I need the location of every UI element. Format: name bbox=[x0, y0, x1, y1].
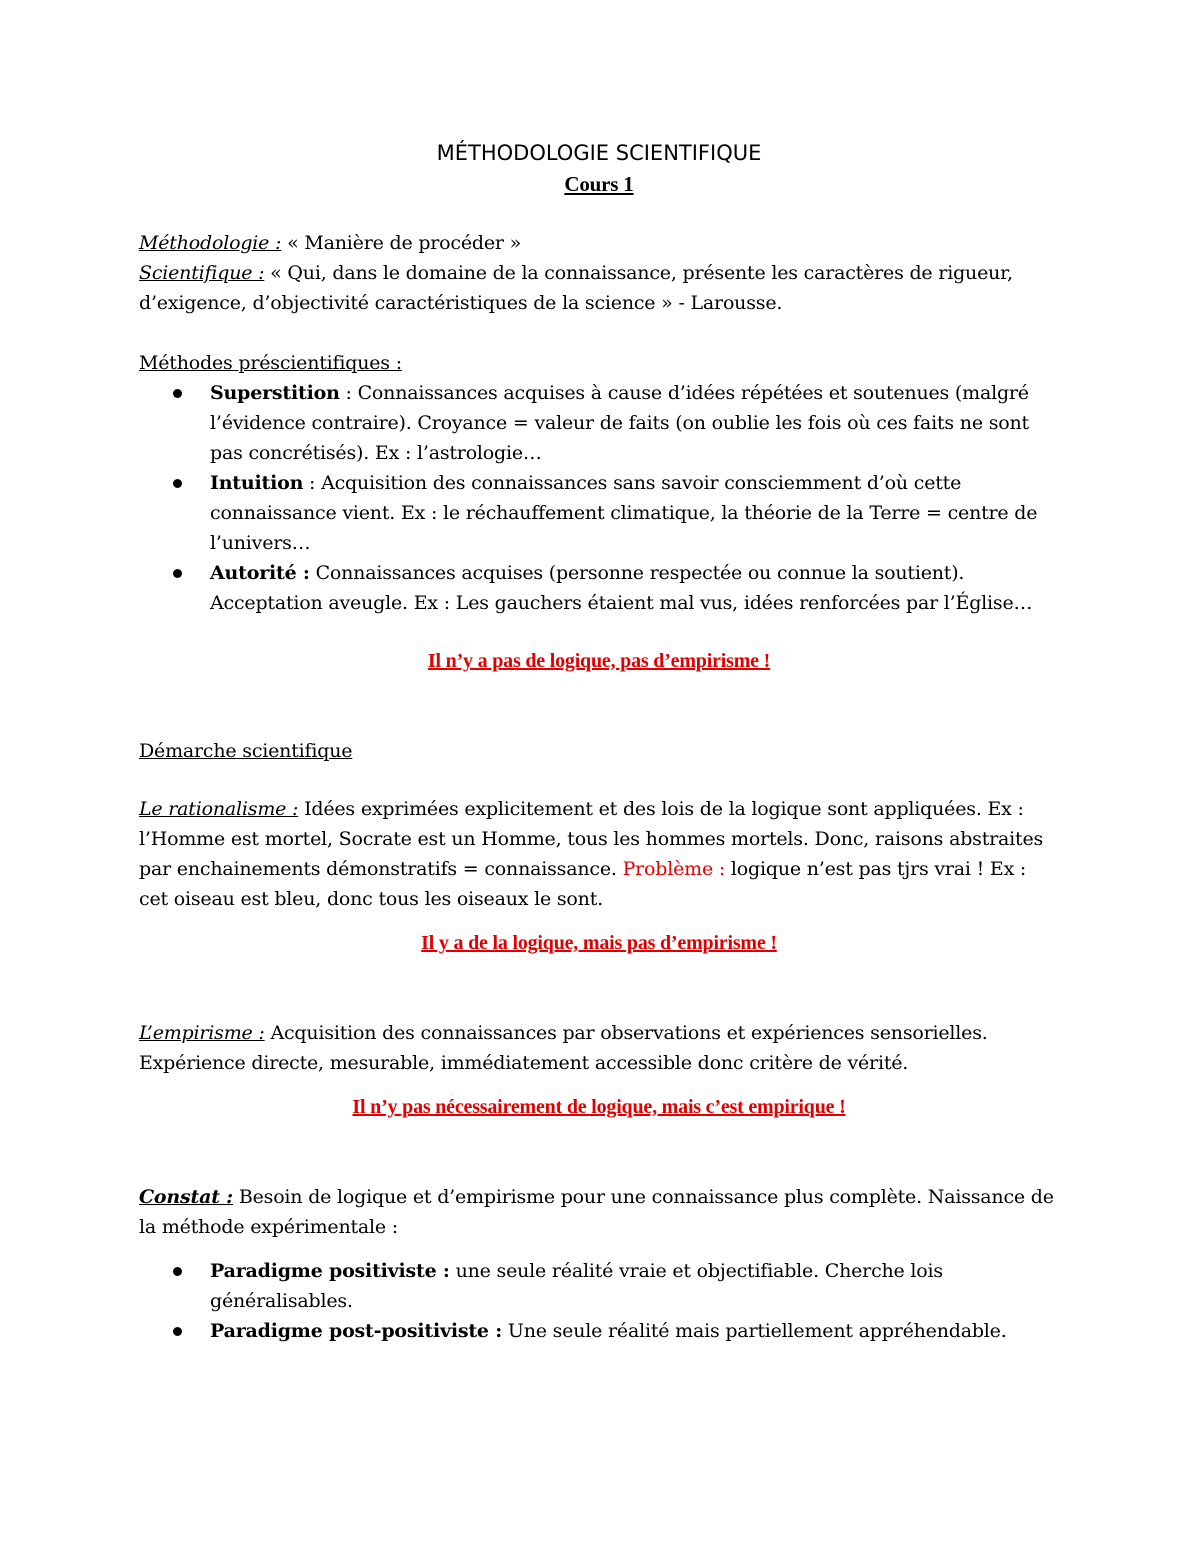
section-heading-scientific: Démarche scientifique bbox=[139, 740, 353, 762]
list-item bbox=[139, 468, 1059, 558]
list-item-term: Autorité : bbox=[210, 562, 310, 584]
definition-term: Scientifique : bbox=[139, 262, 265, 284]
list-item-term: Intuition bbox=[210, 472, 304, 494]
list-item bbox=[139, 378, 1059, 468]
definition-term: Méthodologie : bbox=[139, 232, 282, 254]
document-title: MÉTHODOLOGIE SCIENTIFIQUE bbox=[436, 141, 762, 165]
document-content bbox=[139, 138, 1059, 1346]
rationalism-text-after: logique n’est pas tjrs vrai ! Ex : cet oiseau est bleu, donc tous les oiseaux le sont. bbox=[139, 858, 1027, 910]
rationalism-text: Idées exprimées explicitement et des lois de la logique sont appliquées. Ex : l’Homme est mortel, Socrate est un Homme, tous les hommes mortels. Donc, raisons abstraites par enchainements démonstratifs = connaissance. bbox=[139, 798, 1044, 880]
bullet-icon bbox=[173, 479, 182, 488]
rationalism-term: Le rationalisme : bbox=[139, 798, 299, 820]
list-item bbox=[139, 1256, 1059, 1316]
conclusion-prescientific: Il n’y a pas de logique, pas d’empirisme ! bbox=[427, 650, 771, 672]
definition-text: « Qui, dans le domaine de la connaissance, présente les caractères de rigueur, d’exigence, d’objectivité caractéristiques de la science » - Larousse. bbox=[139, 262, 1013, 314]
list-item-term: Superstition bbox=[210, 382, 340, 404]
conclusion-rationalism: Il y a de la logique, mais pas d’empirisme ! bbox=[421, 932, 777, 954]
definition-scientifique bbox=[139, 258, 1059, 318]
paragraph-empiricism bbox=[139, 1018, 1059, 1078]
bullet-icon bbox=[173, 1267, 182, 1276]
document-subtitle: Cours 1 bbox=[564, 172, 634, 196]
list-item-term: Paradigme post-positiviste : bbox=[210, 1320, 503, 1342]
constat-term: Constat : bbox=[139, 1186, 233, 1208]
bullet-icon bbox=[173, 1327, 182, 1336]
section-heading-prescientific: Méthodes préscientifiques : bbox=[139, 352, 402, 374]
constat-text: Besoin de logique et d’empirisme pour une connaissance plus complète. Naissance de la méthode expérimentale : bbox=[139, 1186, 1054, 1238]
list-item-term: Paradigme positiviste : bbox=[210, 1260, 450, 1282]
list-item-text: : Acquisition des connaissances sans savoir consciemment d’où cette connaissance vient. Ex : le réchauffement climatique, la théorie de la Terre = centre de l’univers… bbox=[210, 472, 1038, 554]
definition-methodologie bbox=[139, 228, 1059, 258]
empiricism-text: Acquisition des connaissances par observations et expériences sensorielles. Expérience directe, mesurable, immédiatement accessible donc critère de vérité. bbox=[139, 1022, 988, 1074]
conclusion-empiricism: Il n’y pas nécessairement de logique, mais c’est empirique ! bbox=[352, 1096, 846, 1118]
bullet-icon bbox=[173, 569, 182, 578]
empiricism-term: L’empirisme : bbox=[139, 1022, 265, 1044]
paragraph-constat bbox=[139, 1182, 1059, 1242]
list-item-text: Connaissances acquises (personne respectée ou connue la soutient). Acceptation aveugle. Ex : Les gauchers étaient mal vus, idées renforcées par l’Église… bbox=[210, 562, 1033, 614]
prescientific-list bbox=[139, 378, 1059, 618]
bullet-icon bbox=[173, 389, 182, 398]
list-item bbox=[139, 558, 1059, 618]
list-item-text: : Connaissances acquises à cause d’idées répétées et soutenues (malgré l’évidence contraire). Croyance = valeur de faits (on oublie les fois où ces faits ne sont pas concrétisés). Ex : l’astrologie… bbox=[210, 382, 1029, 464]
paradigm-list bbox=[139, 1256, 1059, 1346]
list-item-text: Une seule réalité mais partiellement appréhendable. bbox=[502, 1320, 1007, 1342]
list-item-text: une seule réalité vraie et objectifiable. Cherche lois généralisables. bbox=[210, 1260, 943, 1312]
definition-text: « Manière de procéder » bbox=[281, 232, 522, 254]
list-item bbox=[139, 1316, 1059, 1346]
problem-label: Problème : bbox=[622, 858, 726, 880]
paragraph-rationalism bbox=[139, 794, 1059, 914]
